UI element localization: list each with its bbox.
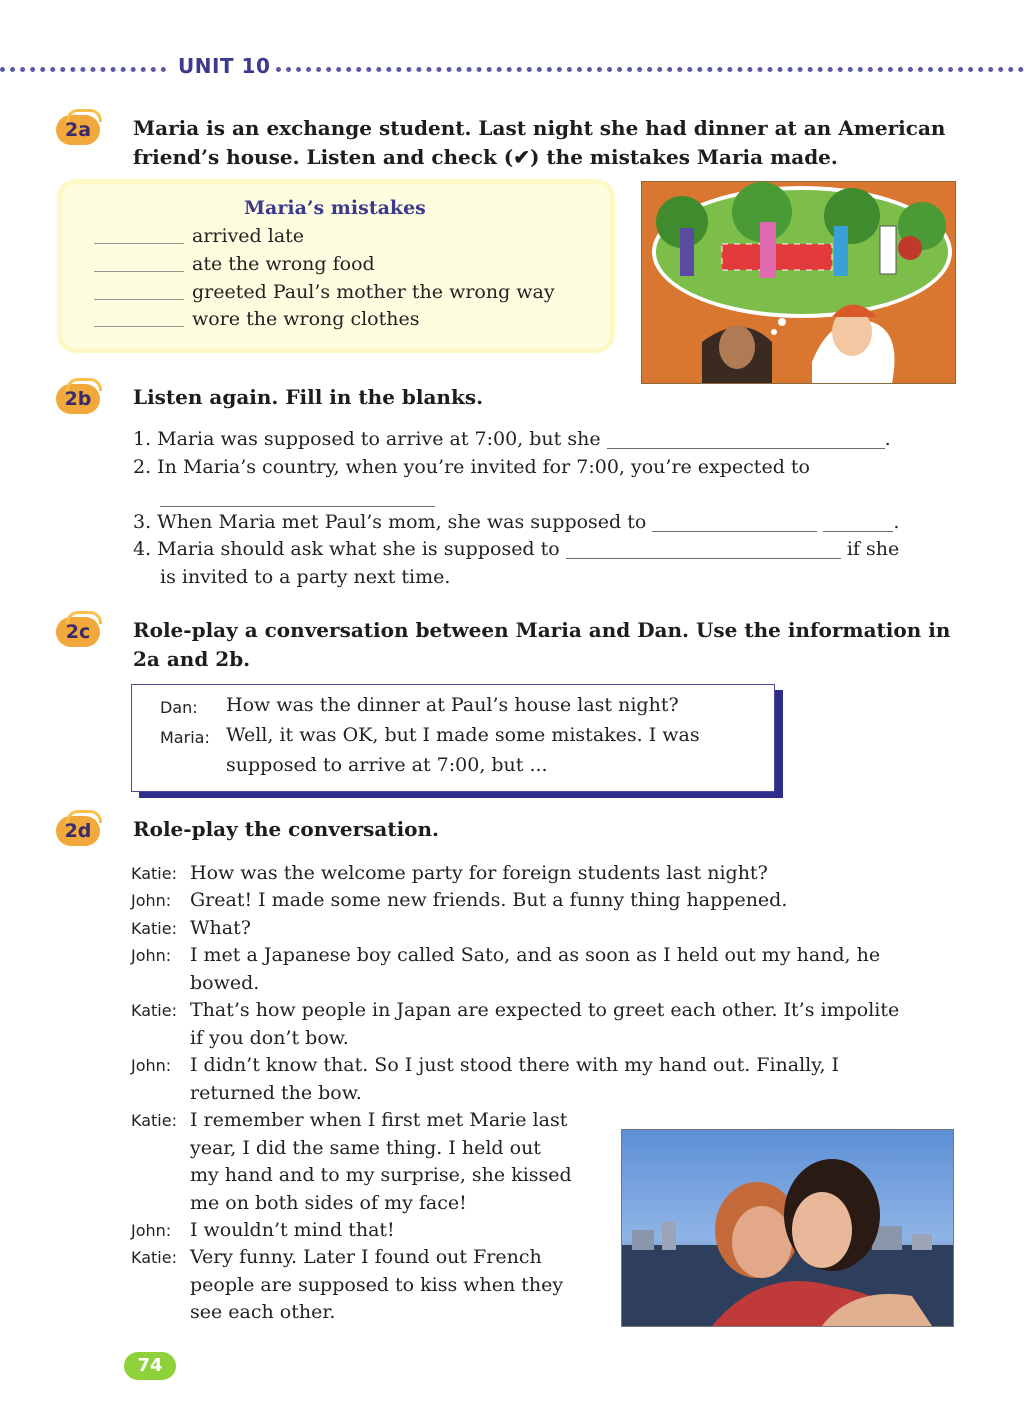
section-badge-2a: 2a xyxy=(56,115,100,145)
conversation-line xyxy=(190,1244,563,1327)
speaker-label: Dan: xyxy=(160,698,198,717)
speaker-label: Katie: xyxy=(131,864,177,883)
speaker-label: John: xyxy=(131,946,172,965)
conversation-line xyxy=(190,860,768,888)
question-2: 2. In Maria’s country, when you’re invited for 7:00, you’re expected to xyxy=(133,456,810,478)
conversation-line xyxy=(190,1052,839,1107)
section-2a-instruction xyxy=(133,114,945,172)
line-text: returned the bow. xyxy=(190,1081,362,1104)
question-text: 4. Maria should ask what she is supposed to xyxy=(133,538,560,560)
speaker-label: Katie: xyxy=(131,1111,177,1130)
check-blank[interactable] xyxy=(94,271,184,272)
speaker-label: John: xyxy=(131,1056,172,1075)
line-text: I met a Japanese boy called Sato, and as soon as I held out my hand, he xyxy=(190,944,881,966)
mistake-label: ate the wrong food xyxy=(192,253,375,275)
section-badge-2b: 2b xyxy=(56,384,100,414)
greeting-kiss-photo xyxy=(621,1129,954,1327)
line-text: year, I did the same thing. I held out xyxy=(190,1136,541,1159)
line-text: How was the welcome party for foreign students last night? xyxy=(190,862,768,884)
question-4 xyxy=(133,538,899,560)
answer-blank[interactable] xyxy=(160,488,435,507)
speaker-label: Katie: xyxy=(131,1248,177,1267)
instruction-line: friend’s house. Listen and check (✔) the mistakes Maria made. xyxy=(133,145,838,169)
question-end: . xyxy=(884,428,891,450)
speaker-label: Maria: xyxy=(160,728,210,747)
answer-blank[interactable] xyxy=(823,513,893,532)
question-end: if she xyxy=(846,538,900,560)
section-2c-instruction xyxy=(133,616,950,674)
check-blank[interactable] xyxy=(94,326,184,327)
line-text: Great! I made some new friends. But a funny thing happened. xyxy=(190,889,788,911)
question-4-continued: is invited to a party next time. xyxy=(160,566,451,588)
speaker-label: John: xyxy=(131,891,172,910)
question-1 xyxy=(133,428,891,450)
line-text: What? xyxy=(190,917,251,939)
mistake-label: greeted Paul’s mother the wrong way xyxy=(192,281,555,303)
instruction-line: 2a and 2b. xyxy=(133,647,251,671)
answer-blank[interactable] xyxy=(652,513,817,532)
dialog-line: How was the dinner at Paul’s house last night? xyxy=(226,694,679,716)
line-text: That’s how people in Japan are expected to greet each other. It’s impolite xyxy=(190,999,900,1021)
header-dots-left xyxy=(0,67,166,76)
check-blank[interactable] xyxy=(94,299,184,300)
mistakes-box-title: Maria’s mistakes xyxy=(244,197,426,219)
question-end: . xyxy=(893,511,900,533)
line-text: I remember when I first met Marie last xyxy=(190,1109,568,1131)
section-2b-instruction: Listen again. Fill in the blanks. xyxy=(133,385,484,409)
unit-title: UNIT 10 xyxy=(178,54,271,78)
mistake-label: wore the wrong clothes xyxy=(192,308,420,330)
conversation-line xyxy=(190,915,251,943)
question-text: 1. Maria was supposed to arrive at 7:00, but she xyxy=(133,428,601,450)
conversation-line xyxy=(190,1107,572,1217)
line-text: me on both sides of my face! xyxy=(190,1191,467,1214)
mistake-item[interactable] xyxy=(94,225,304,247)
header-dots-right xyxy=(276,67,1024,76)
speaker-label: Katie: xyxy=(131,1001,177,1020)
section-badge-2c: 2c xyxy=(56,617,100,647)
mistake-item[interactable] xyxy=(94,308,419,330)
line-text: Very funny. Later I found out French xyxy=(190,1246,542,1268)
conversation-line xyxy=(190,997,899,1052)
line-text: I wouldn’t mind that! xyxy=(190,1219,395,1241)
speaker-label: Katie: xyxy=(131,919,177,938)
line-text: if you don’t bow. xyxy=(190,1026,349,1049)
line-text: see each other. xyxy=(190,1301,336,1323)
line-text: people are supposed to kiss when they xyxy=(190,1273,564,1296)
mistake-item[interactable] xyxy=(94,253,375,275)
mistake-item[interactable] xyxy=(94,281,555,303)
dialog-line: Well, it was OK, but I made some mistakes. I was xyxy=(226,724,700,746)
line-text: bowed. xyxy=(190,971,260,994)
speaker-label: John: xyxy=(131,1221,172,1240)
instruction-line: Role-play a conversation between Maria and Dan. Use the information in xyxy=(133,618,951,642)
section-badge-2d: 2d xyxy=(56,816,100,846)
line-text: I didn’t know that. So I just stood there with my hand out. Finally, I xyxy=(190,1054,840,1076)
question-text: 3. When Maria met Paul’s mom, she was supposed to xyxy=(133,511,647,533)
answer-blank[interactable] xyxy=(607,430,885,449)
answer-blank[interactable] xyxy=(566,540,841,559)
line-text: my hand and to my surprise, she kissed xyxy=(190,1164,572,1186)
conversation-line xyxy=(190,1217,395,1245)
page-number-badge: 74 xyxy=(124,1352,176,1380)
instruction-line: Maria is an exchange student. Last night she had dinner at an American xyxy=(133,116,946,140)
conversation-line xyxy=(190,887,787,915)
conversation-line xyxy=(190,942,880,997)
dialog-line: supposed to arrive at 7:00, but ... xyxy=(226,754,548,776)
check-blank[interactable] xyxy=(94,243,184,244)
dinner-party-illustration xyxy=(641,181,956,384)
question-3 xyxy=(133,511,899,533)
section-2d-instruction: Role-play the conversation. xyxy=(133,817,440,841)
mistake-label: arrived late xyxy=(192,225,305,247)
